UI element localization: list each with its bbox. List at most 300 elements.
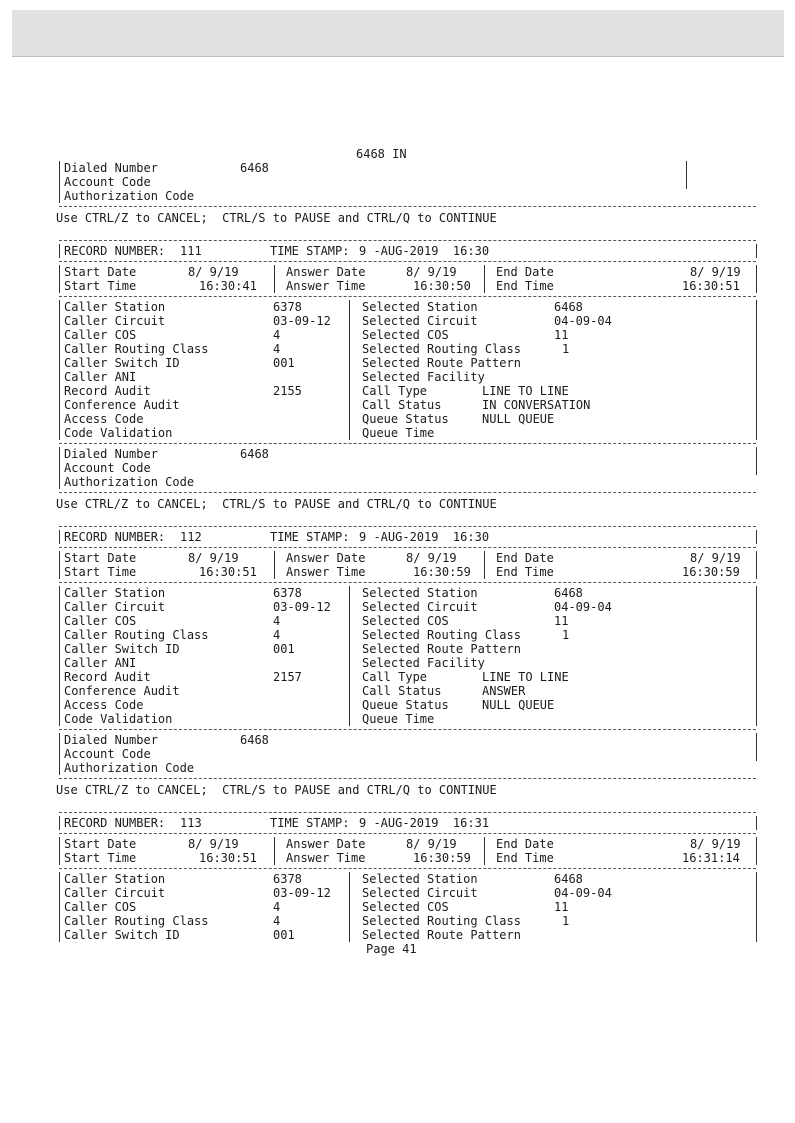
column-divider bbox=[756, 300, 757, 314]
end-date-label: End Date bbox=[496, 551, 554, 565]
dashed-rule bbox=[59, 778, 756, 779]
record-number-value: 112 bbox=[180, 530, 202, 544]
column-divider bbox=[274, 565, 275, 579]
continue-instructions: Use CTRL/Z to CANCEL; CTRL/S to PAUSE and CTRL/Q to CONTINUE bbox=[56, 497, 497, 511]
record-audit-label: Record Audit bbox=[64, 670, 151, 684]
queue-status-label: Queue Status bbox=[362, 698, 449, 712]
selected-station-value: 6468 bbox=[554, 586, 583, 600]
detail-row bbox=[56, 914, 756, 928]
column-divider bbox=[756, 530, 757, 544]
selected-route-pattern-label: Selected Route Pattern bbox=[362, 928, 521, 942]
account-code-row bbox=[56, 461, 756, 475]
column-divider bbox=[59, 628, 60, 642]
column-divider bbox=[59, 642, 60, 656]
column-divider bbox=[756, 928, 757, 942]
call-status-value: IN CONVERSATION bbox=[482, 398, 591, 412]
column-divider bbox=[59, 244, 60, 258]
selected-circuit-label: Selected Circuit bbox=[362, 600, 478, 614]
queue-status-label: Queue Status bbox=[362, 412, 449, 426]
end-time-label: End Time bbox=[496, 279, 554, 293]
caller-switch-id-label: Caller Switch ID bbox=[64, 356, 180, 370]
column-divider bbox=[756, 914, 757, 928]
times-row bbox=[56, 565, 756, 579]
dashed-rule bbox=[59, 729, 756, 730]
start-time-value: 16:30:51 bbox=[199, 851, 257, 865]
dashed-rule bbox=[59, 443, 756, 444]
column-divider bbox=[756, 614, 757, 628]
column-divider bbox=[349, 642, 350, 656]
selected-station-label: Selected Station bbox=[362, 586, 478, 600]
selected-circuit-label: Selected Circuit bbox=[362, 886, 478, 900]
dashed-separator bbox=[56, 203, 756, 210]
end-time-value: 16:31:14 bbox=[682, 851, 740, 865]
column-divider bbox=[349, 370, 350, 384]
column-divider bbox=[756, 628, 757, 642]
caller-circuit-label: Caller Circuit bbox=[64, 600, 166, 614]
detail-row bbox=[56, 586, 756, 600]
column-divider bbox=[59, 412, 60, 426]
caller-routing-class-value: 4 bbox=[273, 914, 281, 928]
column-divider bbox=[59, 342, 60, 356]
end-time-value: 16:30:51 bbox=[682, 279, 740, 293]
dialed-number-row bbox=[56, 733, 756, 747]
call-status-label: Call Status bbox=[362, 684, 442, 698]
selected-circuit-label: Selected Circuit bbox=[362, 314, 478, 328]
column-divider bbox=[274, 265, 275, 279]
start-time-label: Start Time bbox=[64, 279, 137, 293]
continue-message bbox=[56, 496, 756, 512]
times-row bbox=[56, 279, 756, 293]
dashed-separator bbox=[56, 293, 756, 300]
column-divider bbox=[756, 551, 757, 565]
end-time-label: End Time bbox=[496, 565, 554, 579]
detail-row bbox=[56, 614, 756, 628]
caller-routing-class-value: 4 bbox=[273, 628, 281, 642]
dialed-number-value: 6468 bbox=[240, 161, 269, 175]
record-audit-value: 2157 bbox=[273, 670, 302, 684]
column-divider bbox=[349, 886, 350, 900]
caller-switch-id-value: 001 bbox=[273, 356, 295, 370]
dialed-number-value: 6468 bbox=[240, 447, 269, 461]
column-divider bbox=[59, 816, 60, 830]
dialed-number-label: Dialed Number bbox=[64, 161, 158, 175]
caller-switch-id-label: Caller Switch ID bbox=[64, 642, 180, 656]
detail-row bbox=[56, 642, 756, 656]
column-divider bbox=[59, 370, 60, 384]
selected-routing-class-label: Selected Routing Class bbox=[362, 342, 521, 356]
column-divider bbox=[349, 614, 350, 628]
column-divider bbox=[756, 733, 757, 747]
column-divider bbox=[59, 530, 60, 544]
start-date-label: Start Date bbox=[64, 837, 137, 851]
account-code-row bbox=[56, 747, 756, 761]
column-divider bbox=[756, 426, 757, 440]
column-divider bbox=[349, 928, 350, 942]
dashed-separator bbox=[56, 579, 756, 586]
column-divider bbox=[59, 761, 60, 775]
start-date-value: 8/ 9/19 bbox=[188, 265, 239, 279]
column-divider bbox=[756, 698, 757, 712]
dashed-rule bbox=[59, 868, 756, 869]
code-validation-label: Code Validation bbox=[64, 426, 173, 440]
caller-circuit-value: 03-09-12 bbox=[273, 600, 331, 614]
answer-date-value: 8/ 9/19 bbox=[406, 265, 457, 279]
record-audit-value: 2155 bbox=[273, 384, 302, 398]
authorization-code-row bbox=[56, 761, 756, 775]
column-divider bbox=[484, 851, 485, 865]
selected-routing-class-label: Selected Routing Class bbox=[362, 914, 521, 928]
selected-facility-label: Selected Facility bbox=[362, 656, 485, 670]
column-divider bbox=[349, 914, 350, 928]
caller-cos-label: Caller COS bbox=[64, 614, 137, 628]
column-divider bbox=[349, 314, 350, 328]
start-date-label: Start Date bbox=[64, 265, 137, 279]
continue-message bbox=[56, 210, 756, 226]
dashed-separator bbox=[56, 440, 756, 447]
column-divider bbox=[686, 175, 687, 189]
dashed-separator bbox=[56, 865, 756, 872]
column-divider bbox=[349, 356, 350, 370]
column-divider bbox=[59, 426, 60, 440]
column-divider bbox=[59, 314, 60, 328]
column-divider bbox=[59, 600, 60, 614]
column-divider bbox=[756, 837, 757, 851]
column-divider bbox=[59, 398, 60, 412]
end-time-value: 16:30:59 bbox=[682, 565, 740, 579]
dashed-rule bbox=[59, 492, 756, 493]
selected-route-pattern-label: Selected Route Pattern bbox=[362, 356, 521, 370]
column-divider bbox=[59, 161, 60, 175]
record-number-label: RECORD NUMBER: bbox=[64, 244, 166, 258]
column-divider bbox=[274, 851, 275, 865]
column-divider bbox=[59, 551, 60, 565]
detail-row bbox=[56, 342, 756, 356]
column-divider bbox=[756, 314, 757, 328]
code-validation-label: Code Validation bbox=[64, 712, 173, 726]
time-stamp-label: TIME STAMP: bbox=[270, 530, 350, 544]
conference-audit-label: Conference Audit bbox=[64, 398, 180, 412]
dashed-rule bbox=[59, 547, 756, 548]
end-date-value: 8/ 9/19 bbox=[690, 551, 741, 565]
column-divider bbox=[59, 712, 60, 726]
call-type-label: Call Type bbox=[362, 670, 428, 684]
selected-cos-label: Selected COS bbox=[362, 614, 449, 628]
answer-date-label: Answer Date bbox=[286, 265, 366, 279]
dialed-number-row bbox=[56, 447, 756, 461]
caller-circuit-label: Caller Circuit bbox=[64, 314, 166, 328]
column-divider bbox=[756, 447, 757, 461]
time-stamp-value: 9 -AUG-2019 16:30 bbox=[359, 530, 490, 544]
queue-time-label: Queue Time bbox=[362, 712, 435, 726]
detail-row bbox=[56, 712, 756, 726]
column-divider bbox=[756, 886, 757, 900]
end-time-label: End Time bbox=[496, 851, 554, 865]
time-stamp-value: 9 -AUG-2019 16:31 bbox=[359, 816, 490, 830]
column-divider bbox=[756, 370, 757, 384]
column-divider bbox=[349, 656, 350, 670]
page-number: Page 41 bbox=[366, 942, 417, 956]
detail-row bbox=[56, 656, 756, 670]
report-title-line bbox=[56, 147, 756, 161]
time-stamp-value: 9 -AUG-2019 16:30 bbox=[359, 244, 490, 258]
column-divider bbox=[59, 872, 60, 886]
column-divider bbox=[484, 265, 485, 279]
answer-time-value: 16:30:59 bbox=[413, 565, 471, 579]
detail-row bbox=[56, 398, 756, 412]
detail-row bbox=[56, 928, 756, 942]
detail-row bbox=[56, 600, 756, 614]
dashed-separator bbox=[56, 830, 756, 837]
account-code-row bbox=[56, 175, 756, 189]
column-divider bbox=[756, 398, 757, 412]
dashed-separator bbox=[56, 523, 756, 530]
dashed-separator bbox=[56, 544, 756, 551]
selected-facility-label: Selected Facility bbox=[362, 370, 485, 384]
dialed-number-row bbox=[56, 161, 756, 175]
dates-row bbox=[56, 837, 756, 851]
caller-circuit-value: 03-09-12 bbox=[273, 314, 331, 328]
column-divider bbox=[756, 747, 757, 761]
column-divider bbox=[756, 872, 757, 886]
column-divider bbox=[756, 586, 757, 600]
selected-cos-value: 11 bbox=[554, 900, 569, 914]
column-divider bbox=[756, 816, 757, 830]
selected-routing-class-value: 1 bbox=[562, 342, 570, 356]
account-code-label: Account Code bbox=[64, 747, 151, 761]
selected-station-label: Selected Station bbox=[362, 872, 478, 886]
column-divider bbox=[756, 461, 757, 475]
column-divider bbox=[59, 265, 60, 279]
access-code-label: Access Code bbox=[64, 698, 144, 712]
report-title: 6468 IN bbox=[356, 147, 407, 161]
authorization-code-row bbox=[56, 189, 756, 203]
detail-row bbox=[56, 426, 756, 440]
detail-row bbox=[56, 384, 756, 398]
scanner-header-band bbox=[12, 10, 784, 57]
detail-row bbox=[56, 300, 756, 314]
column-divider bbox=[349, 684, 350, 698]
selected-station-label: Selected Station bbox=[362, 300, 478, 314]
call-status-label: Call Status bbox=[362, 398, 442, 412]
call-type-value: LINE TO LINE bbox=[482, 384, 569, 398]
column-divider bbox=[59, 914, 60, 928]
column-divider bbox=[756, 279, 757, 293]
queue-status-value: NULL QUEUE bbox=[482, 412, 555, 426]
column-divider bbox=[349, 586, 350, 600]
column-divider bbox=[59, 189, 60, 203]
column-divider bbox=[686, 161, 687, 175]
column-divider bbox=[59, 461, 60, 475]
caller-ani-label: Caller ANI bbox=[64, 656, 137, 670]
caller-station-value: 6378 bbox=[273, 872, 302, 886]
column-divider bbox=[59, 586, 60, 600]
times-row bbox=[56, 851, 756, 865]
column-divider bbox=[274, 837, 275, 851]
start-time-value: 16:30:41 bbox=[199, 279, 257, 293]
selected-routing-class-label: Selected Routing Class bbox=[362, 628, 521, 642]
end-date-value: 8/ 9/19 bbox=[690, 837, 741, 851]
column-divider bbox=[59, 384, 60, 398]
detail-row bbox=[56, 900, 756, 914]
time-stamp-label: TIME STAMP: bbox=[270, 816, 350, 830]
dashed-separator bbox=[56, 258, 756, 265]
column-divider bbox=[756, 670, 757, 684]
detail-row bbox=[56, 356, 756, 370]
caller-station-label: Caller Station bbox=[64, 586, 166, 600]
caller-routing-class-label: Caller Routing Class bbox=[64, 628, 209, 642]
column-divider bbox=[484, 551, 485, 565]
caller-cos-value: 4 bbox=[273, 614, 281, 628]
caller-cos-label: Caller COS bbox=[64, 900, 137, 914]
detail-row bbox=[56, 698, 756, 712]
caller-ani-label: Caller ANI bbox=[64, 370, 137, 384]
authorization-code-label: Authorization Code bbox=[64, 189, 195, 203]
column-divider bbox=[59, 656, 60, 670]
caller-station-value: 6378 bbox=[273, 300, 302, 314]
start-date-label: Start Date bbox=[64, 551, 137, 565]
dialed-number-label: Dialed Number bbox=[64, 447, 158, 461]
report-page bbox=[56, 147, 756, 956]
column-divider bbox=[756, 565, 757, 579]
caller-station-label: Caller Station bbox=[64, 300, 166, 314]
end-date-label: End Date bbox=[496, 265, 554, 279]
column-divider bbox=[59, 733, 60, 747]
caller-switch-id-value: 001 bbox=[273, 642, 295, 656]
column-divider bbox=[59, 684, 60, 698]
access-code-label: Access Code bbox=[64, 412, 144, 426]
column-divider bbox=[274, 551, 275, 565]
column-divider bbox=[349, 412, 350, 426]
answer-time-label: Answer Time bbox=[286, 851, 366, 865]
selected-route-pattern-label: Selected Route Pattern bbox=[362, 642, 521, 656]
caller-cos-value: 4 bbox=[273, 900, 281, 914]
record-header-row bbox=[56, 244, 756, 258]
start-date-value: 8/ 9/19 bbox=[188, 551, 239, 565]
column-divider bbox=[756, 356, 757, 370]
column-divider bbox=[349, 300, 350, 314]
time-stamp-label: TIME STAMP: bbox=[270, 244, 350, 258]
authorization-code-label: Authorization Code bbox=[64, 475, 195, 489]
detail-row bbox=[56, 886, 756, 900]
column-divider bbox=[59, 447, 60, 461]
selected-cos-label: Selected COS bbox=[362, 900, 449, 914]
caller-circuit-value: 03-09-12 bbox=[273, 886, 331, 900]
selected-station-value: 6468 bbox=[554, 300, 583, 314]
column-divider bbox=[59, 837, 60, 851]
dashed-rule bbox=[59, 833, 756, 834]
selected-cos-value: 11 bbox=[554, 328, 569, 342]
selected-cos-value: 11 bbox=[554, 614, 569, 628]
column-divider bbox=[59, 851, 60, 865]
dashed-rule bbox=[59, 206, 756, 207]
column-divider bbox=[349, 384, 350, 398]
start-time-label: Start Time bbox=[64, 851, 137, 865]
dashed-separator bbox=[56, 809, 756, 816]
end-date-value: 8/ 9/19 bbox=[690, 265, 741, 279]
column-divider bbox=[59, 614, 60, 628]
record-number-value: 111 bbox=[180, 244, 202, 258]
answer-time-label: Answer Time bbox=[286, 279, 366, 293]
column-divider bbox=[59, 175, 60, 189]
column-divider bbox=[756, 600, 757, 614]
record-number-value: 113 bbox=[180, 816, 202, 830]
dashed-separator bbox=[56, 775, 756, 782]
dashed-rule bbox=[59, 526, 756, 527]
record-header-row bbox=[56, 816, 756, 830]
answer-date-value: 8/ 9/19 bbox=[406, 551, 457, 565]
column-divider bbox=[349, 698, 350, 712]
column-divider bbox=[756, 328, 757, 342]
column-divider bbox=[59, 928, 60, 942]
dates-row bbox=[56, 265, 756, 279]
selected-circuit-value: 04-09-04 bbox=[554, 886, 612, 900]
caller-circuit-label: Caller Circuit bbox=[64, 886, 166, 900]
column-divider bbox=[756, 851, 757, 865]
dashed-rule bbox=[59, 240, 756, 241]
account-code-label: Account Code bbox=[64, 175, 151, 189]
dashed-separator bbox=[56, 726, 756, 733]
account-code-label: Account Code bbox=[64, 461, 151, 475]
record-number-label: RECORD NUMBER: bbox=[64, 530, 166, 544]
caller-cos-label: Caller COS bbox=[64, 328, 137, 342]
column-divider bbox=[349, 872, 350, 886]
column-divider bbox=[59, 698, 60, 712]
dates-row bbox=[56, 551, 756, 565]
column-divider bbox=[59, 886, 60, 900]
answer-time-label: Answer Time bbox=[286, 565, 366, 579]
call-type-value: LINE TO LINE bbox=[482, 670, 569, 684]
answer-time-value: 16:30:59 bbox=[413, 851, 471, 865]
caller-station-value: 6378 bbox=[273, 586, 302, 600]
answer-date-label: Answer Date bbox=[286, 837, 366, 851]
conference-audit-label: Conference Audit bbox=[64, 684, 180, 698]
column-divider bbox=[349, 600, 350, 614]
column-divider bbox=[59, 670, 60, 684]
column-divider bbox=[756, 244, 757, 258]
column-divider bbox=[756, 712, 757, 726]
dashed-separator bbox=[56, 489, 756, 496]
end-date-label: End Date bbox=[496, 837, 554, 851]
detail-row bbox=[56, 370, 756, 384]
column-divider bbox=[756, 265, 757, 279]
call-type-label: Call Type bbox=[362, 384, 428, 398]
page-footer bbox=[56, 942, 756, 956]
caller-switch-id-label: Caller Switch ID bbox=[64, 928, 180, 942]
detail-row bbox=[56, 314, 756, 328]
column-divider bbox=[349, 426, 350, 440]
column-divider bbox=[349, 628, 350, 642]
record-audit-label: Record Audit bbox=[64, 384, 151, 398]
queue-time-label: Queue Time bbox=[362, 426, 435, 440]
column-divider bbox=[756, 900, 757, 914]
authorization-code-label: Authorization Code bbox=[64, 761, 195, 775]
column-divider bbox=[349, 342, 350, 356]
detail-row bbox=[56, 872, 756, 886]
start-time-label: Start Time bbox=[64, 565, 137, 579]
selected-circuit-value: 04-09-04 bbox=[554, 314, 612, 328]
caller-cos-value: 4 bbox=[273, 328, 281, 342]
column-divider bbox=[59, 747, 60, 761]
dashed-rule bbox=[59, 296, 756, 297]
detail-row bbox=[56, 684, 756, 698]
column-divider bbox=[349, 900, 350, 914]
answer-time-value: 16:30:50 bbox=[413, 279, 471, 293]
selected-circuit-value: 04-09-04 bbox=[554, 600, 612, 614]
selected-routing-class-value: 1 bbox=[562, 628, 570, 642]
column-divider bbox=[59, 900, 60, 914]
dashed-separator bbox=[56, 237, 756, 244]
record-header-row bbox=[56, 530, 756, 544]
